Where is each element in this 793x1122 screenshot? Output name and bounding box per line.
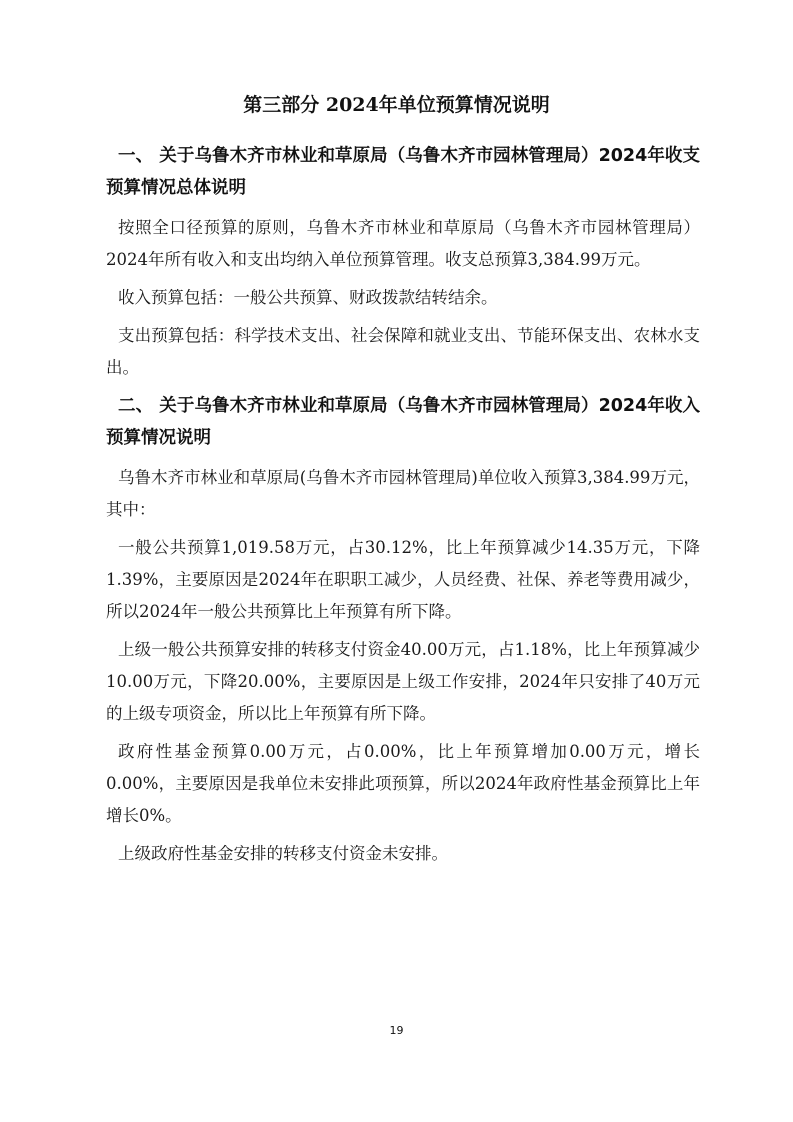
section-2-paragraph-5: 上级政府性基金安排的转移支付资金未安排。 (118, 844, 448, 863)
section-2-paragraph-2: 一般公共预算1,019.58万元，占30.12%，比上年预算减少14.35万元，下降1.39%，主要原因是2024年在职职工减少，人员经费、社保、养老等费用减少，所以2024年一般公共预算比上年预算有所下降。 (106, 538, 700, 621)
section-1-paragraph-1: 按照全口径预算的原则，乌鲁木齐市林业和草原局（乌鲁木齐市园林管理局）2024年所有收入和支出均纳入单位预算管理。收支总预算3,384.99万元。 (106, 218, 700, 269)
page-title: 第三部分 2024年单位预算情况说明 (243, 94, 550, 116)
section-1 (106, 140, 700, 384)
section-2-paragraph-3: 上级一般公共预算安排的转移支付资金40.00万元，占1.18%，比上年预算减少10.00万元，下降20.00%，主要原因是上级工作安排，2024年只安排了40万元的上级专项资金，所以比上年预算有所下降。 (106, 640, 700, 723)
section-2-heading: 二、 关于乌鲁木齐市林业和草原局（乌鲁木齐市园林管理局）2024年收入预算情况说明 (106, 396, 700, 448)
section-2-paragraph-1: 乌鲁木齐市林业和草原局(乌鲁木齐市园林管理局)单位收入预算3,384.99万元，其中： (106, 468, 700, 519)
document-body (106, 140, 700, 876)
section-1-paragraph-2: 收入预算包括：一般公共预算、财政拨款结转结余。 (118, 288, 498, 307)
section-1-paragraph-3: 支出预算包括：科学技术支出、社会保障和就业支出、节能环保支出、农林水支出。 (106, 326, 700, 377)
section-2-paragraph-4: 政府性基金预算0.00万元，占0.00%，比上年预算增加0.00万元，增长0.00%，主要原因是我单位未安排此项预算，所以2024年政府性基金预算比上年增长0%。 (106, 742, 700, 825)
section-1-heading: 一、 关于乌鲁木齐市林业和草原局（乌鲁木齐市园林管理局）2024年收支预算情况总体说明 (106, 146, 700, 198)
page-number: 19 (389, 1024, 404, 1037)
section-2 (106, 390, 700, 870)
